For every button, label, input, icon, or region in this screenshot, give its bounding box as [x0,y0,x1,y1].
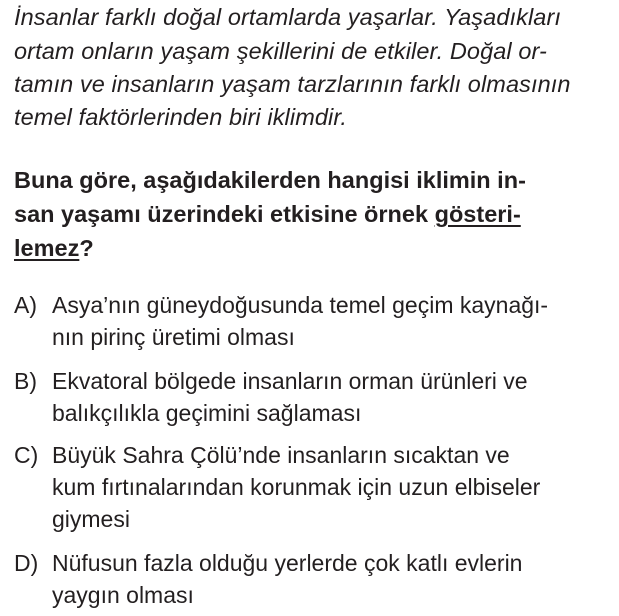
option-d-line-1 [14,548,522,578]
prompt-underlined-negation-part-2: lemez [14,235,80,261]
option-c-line-1 [14,440,510,470]
option-a-letter: A) [14,292,37,318]
option-c-text-1: Büyük Sahra Çölü’nde insanların sıcaktan ve [52,442,510,468]
stem-line-3: tamın ve insanların yaşam tarzlarının farklı olmasının [14,71,571,97]
stem-line-2: ortam onların yaşam şekillerini de etkiler. Doğal or- [14,38,547,64]
option-b-line-2: balıkçılıkla geçimini sağlaması [52,400,362,426]
option-b-line-1 [14,366,528,396]
prompt-question-mark: ? [79,235,94,261]
option-c-letter: C) [14,442,39,468]
option-a-line-2: nın pirinç üretimi olması [52,324,295,350]
option-c-line-2: kum fırtınalarından korunmak için uzun elbiseler [52,474,541,500]
prompt-line-2-text: san yaşamı üzerindeki etkisine örnek [14,201,435,227]
option-b-text-1: Ekvatoral bölgede insanların orman ürünleri ve [52,368,528,394]
option-b-letter: B) [14,368,37,394]
option-c-line-3: giymesi [52,506,130,532]
prompt-underlined-negation-part-1: gösteri- [434,201,521,227]
option-d-letter: D) [14,550,39,576]
option-a-line-1 [14,290,548,320]
prompt-line-2 [14,199,521,229]
option-d-text-1: Nüfusun fazla olduğu yerlerde çok katlı evlerin [52,550,523,576]
prompt-line-3 [14,233,94,263]
stem-line-1: İnsanlar farklı doğal ortamlarda yaşarlar. Yaşadıkları [14,4,562,30]
option-d-line-2: yaygın olması [52,582,194,608]
stem-line-4: temel faktörlerinden biri iklimdir. [14,104,348,130]
prompt-line-1: Buna göre, aşağıdakilerden hangisi iklimin in- [14,167,526,193]
option-a-text-1: Asya’nın güneydoğusunda temel geçim kaynağı- [52,292,549,318]
